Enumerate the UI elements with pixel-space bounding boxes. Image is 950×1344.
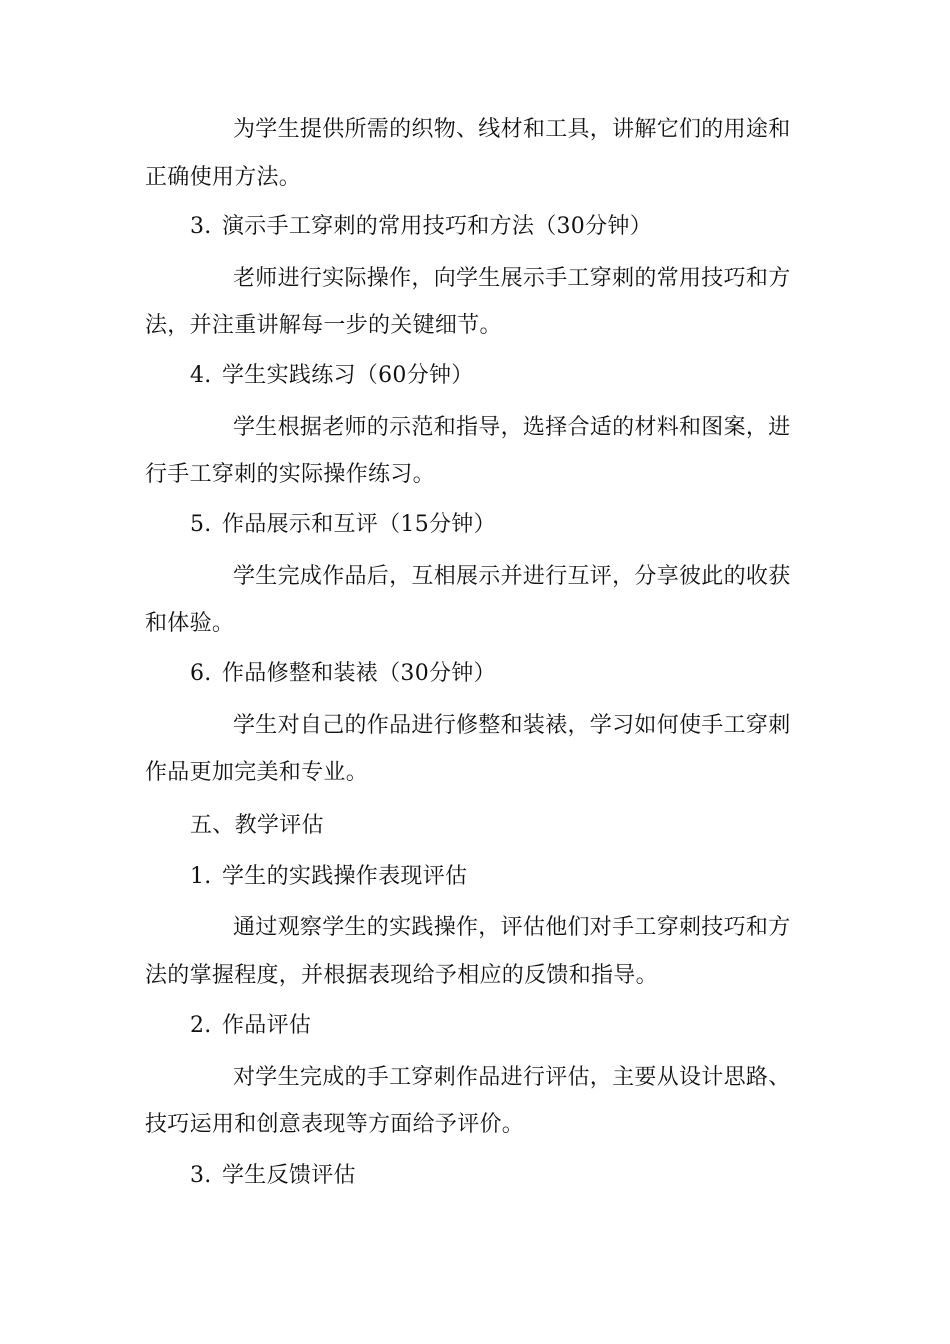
- list-number: 6.: [190, 661, 212, 686]
- paragraph-line: 通过观察学生的实践操作，评估他们对手工穿刺技巧和方: [233, 915, 791, 940]
- heading-text: 学生的实践操作表现评估: [222, 864, 468, 889]
- numbered-heading: [190, 1161, 356, 1191]
- heading-text: 学生实践练习（60分钟）: [222, 363, 474, 388]
- list-number: 2.: [190, 1013, 212, 1038]
- paragraph-line: 为学生提供所需的织物、线材和工具，讲解它们的用途和: [233, 117, 791, 142]
- paragraph-line: 老师进行实际操作，向学生展示手工穿刺的常用技巧和方: [233, 266, 791, 291]
- paragraph-line: 法，并注重讲解每一步的关键细节。: [145, 313, 502, 338]
- paragraph-line: 对学生完成的手工穿刺作品进行评估，主要从设计思路、: [233, 1065, 791, 1090]
- list-number: 5.: [190, 512, 212, 537]
- numbered-heading: [190, 212, 652, 242]
- paragraph-line: 正确使用方法。: [145, 165, 302, 190]
- list-number: 3.: [190, 214, 212, 239]
- heading-text: 作品展示和互评（15分钟）: [222, 512, 496, 537]
- heading-text: 作品评估: [222, 1013, 312, 1038]
- list-number: 3.: [190, 1163, 212, 1188]
- paragraph-line: 法的掌握程度，并根据表现给予相应的反馈和指导。: [145, 963, 658, 988]
- numbered-heading: [190, 361, 474, 391]
- paragraph-line: 学生根据老师的示范和指导，选择合适的材料和图案，进: [233, 415, 791, 440]
- numbered-heading: [190, 862, 467, 892]
- list-number: 1.: [190, 864, 212, 889]
- paragraph-line: 作品更加完美和专业。: [145, 760, 369, 785]
- paragraph-line: 技巧运用和创意表现等方面给予评价。: [145, 1112, 525, 1137]
- paragraph-line: 行手工穿刺的实际操作练习。: [145, 462, 435, 487]
- heading-text: 作品修整和装裱（30分钟）: [222, 661, 496, 686]
- paragraph-line: 和体验。: [145, 611, 235, 636]
- numbered-heading: [190, 659, 496, 689]
- paragraph-line: 学生对自己的作品进行修整和装裱，学习如何使手工穿刺: [233, 713, 791, 738]
- heading-text: 学生反馈评估: [222, 1163, 356, 1188]
- numbered-heading: [190, 1011, 311, 1041]
- list-number: 4.: [190, 363, 212, 388]
- paragraph-line: 学生完成作品后，互相展示并进行互评，分享彼此的收获: [233, 564, 791, 589]
- section-heading: 五、教学评估: [190, 813, 324, 838]
- heading-text: 演示手工穿刺的常用技巧和方法（30分钟）: [222, 214, 652, 239]
- numbered-heading: [190, 510, 496, 540]
